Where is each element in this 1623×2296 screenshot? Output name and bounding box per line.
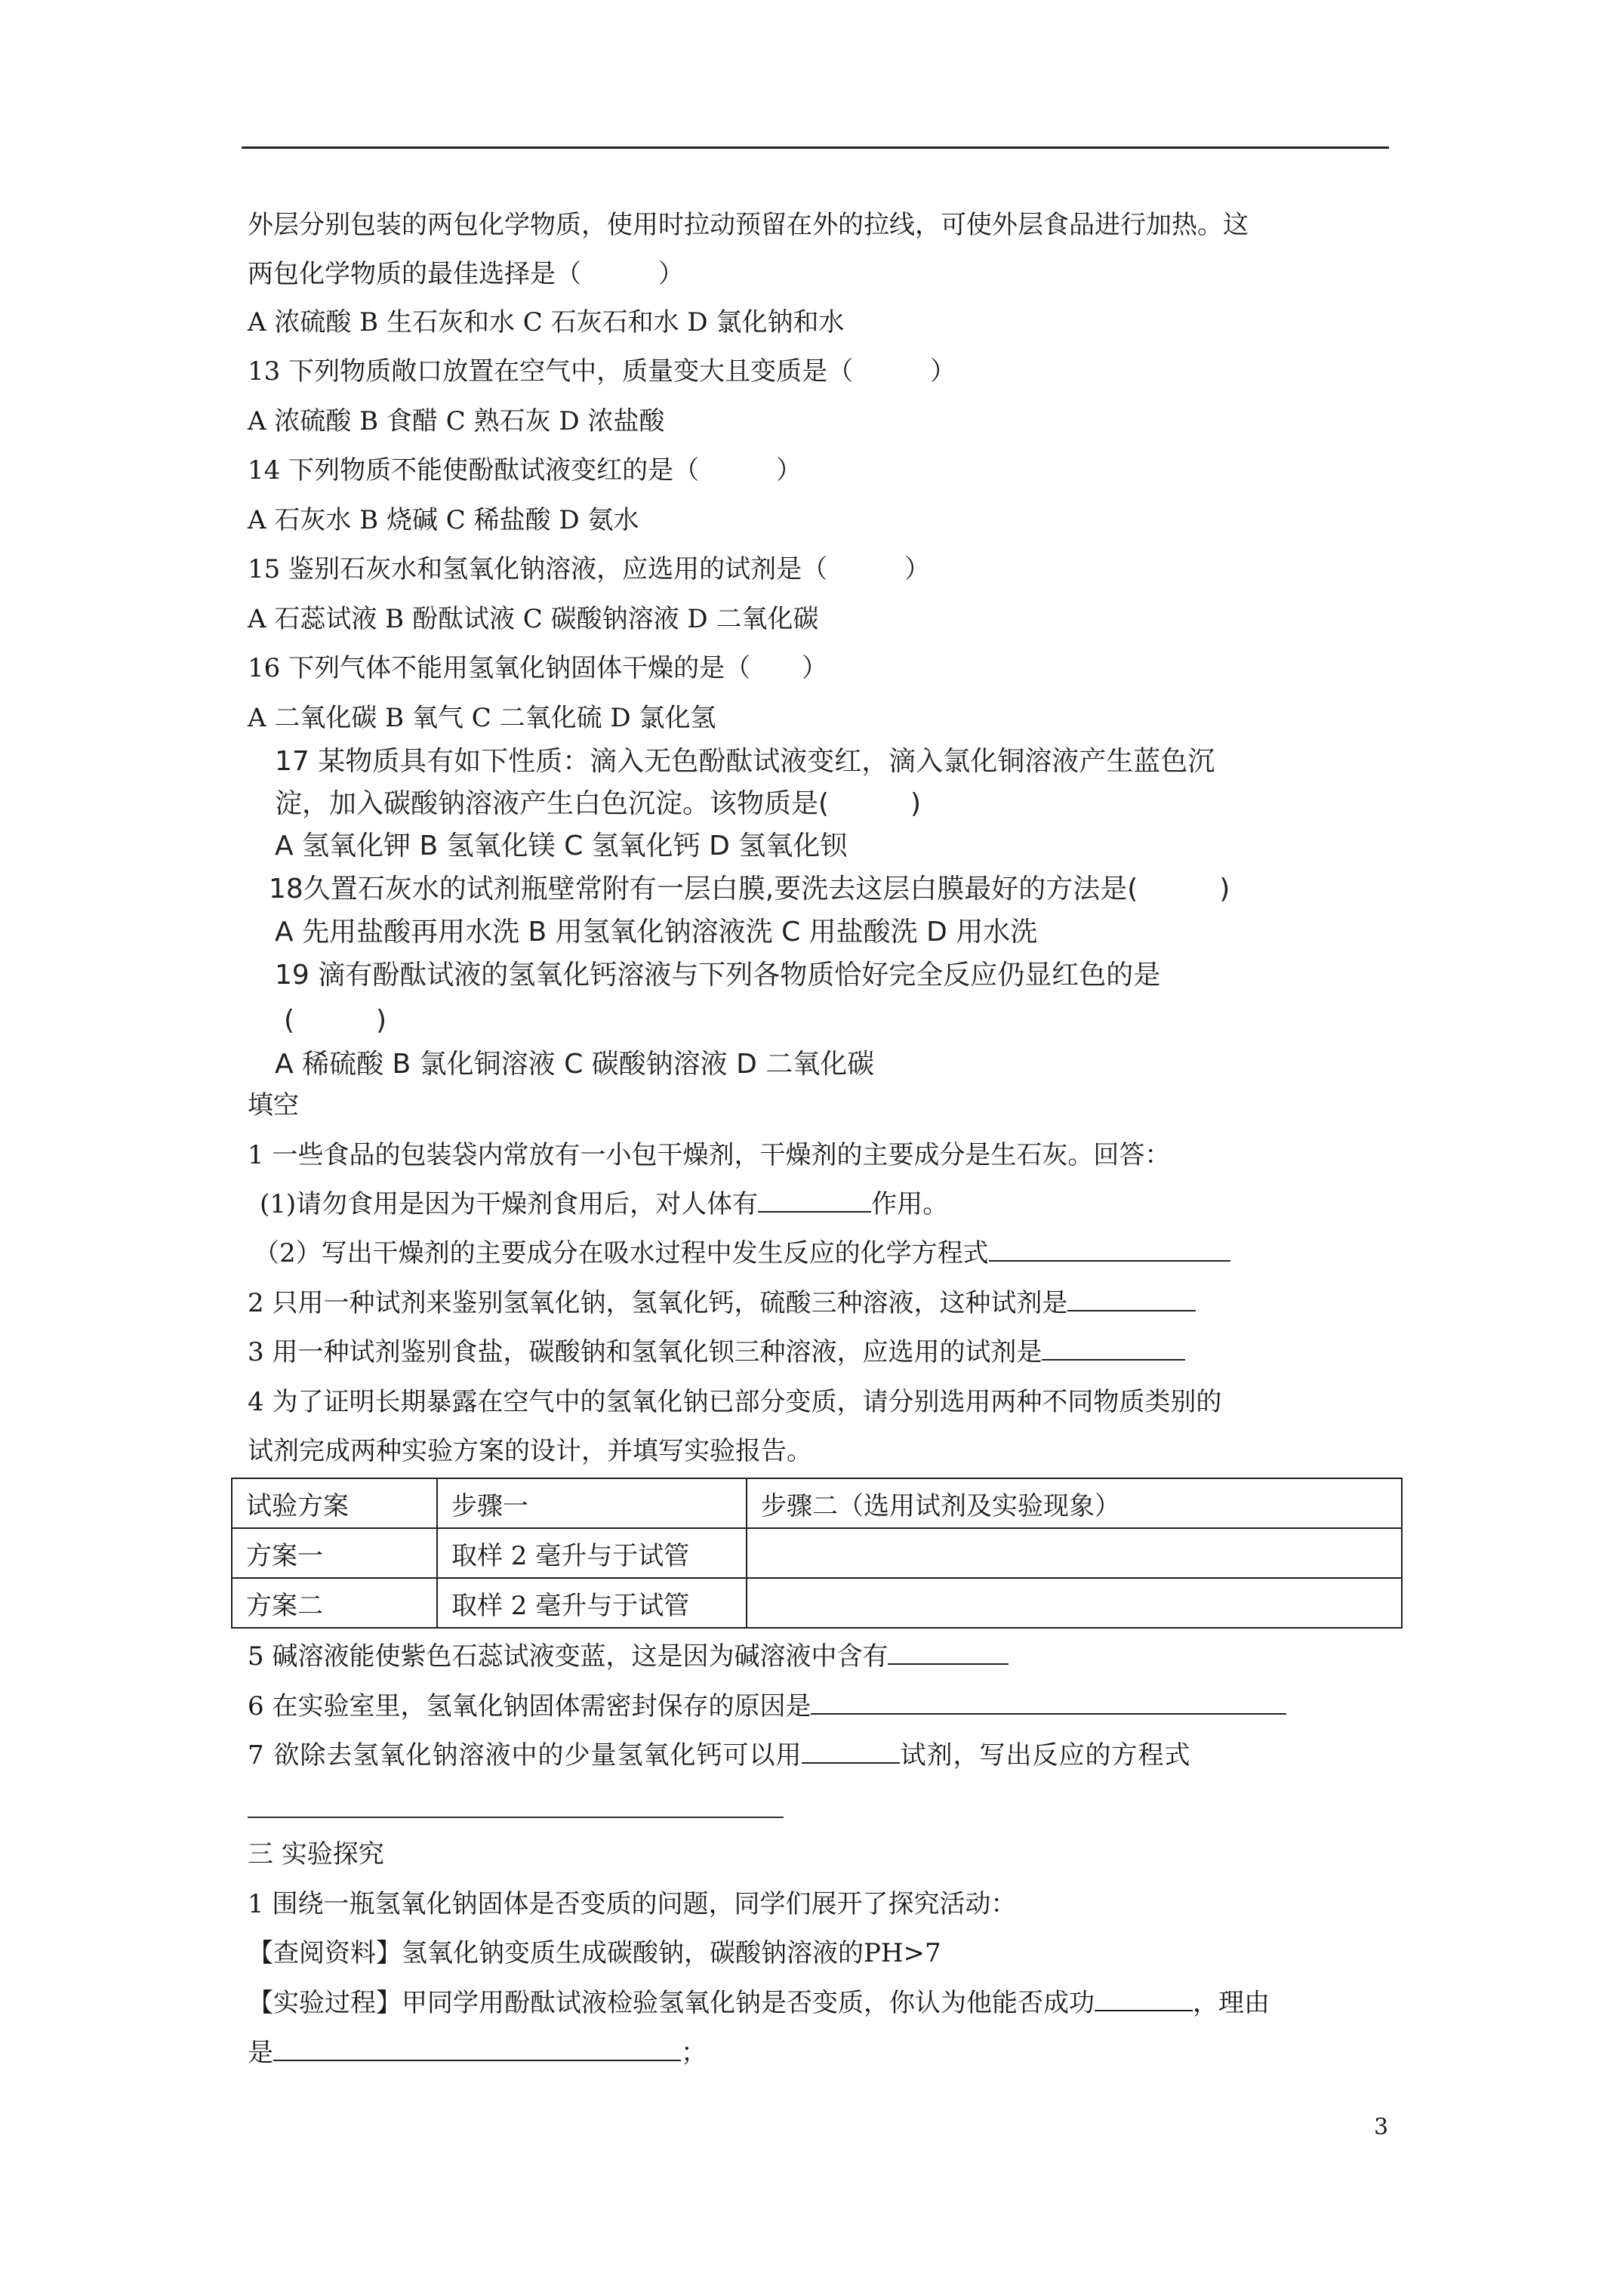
header-rule — [242, 146, 1389, 149]
q19-options: A 稀硫酸 B 氯化铜溶液 C 碳酸钠溶液 D 二氧化碳 — [275, 1049, 875, 1080]
answer-blank[interactable] — [811, 1690, 1286, 1715]
fill-q6-text: 6 在实验室里，氢氧化钠固体需密封保存的原因是 — [248, 1691, 812, 1721]
table-row — [232, 1528, 1402, 1578]
fill-q5-text: 5 碱溶液能使紫色石蕊试液变蓝，这是因为碱溶液中含有 — [248, 1641, 888, 1672]
fill-q2 — [248, 1287, 1196, 1320]
table-answer-cell[interactable] — [747, 1528, 1402, 1578]
fill-q1-part1 — [260, 1188, 948, 1221]
fill-q4-line1: 4 为了证明长期暴露在空气中的氢氧化钠已部分变质，请分别选用两种不同物质类别的 — [248, 1387, 1222, 1417]
fill-q7-tail: 试剂，写出反应的方程式 — [900, 1740, 1191, 1771]
answer-blank[interactable] — [1042, 1336, 1185, 1361]
q13-options: A 浓硫酸 B 食醋 C 熟石灰 D 浓盐酸 — [248, 406, 665, 436]
table-header-cell: 试验方案 — [232, 1478, 437, 1528]
fill-q7-text: 7 欲除去氢氧化钠溶液中的少量氢氧化钙可以用 — [248, 1740, 802, 1771]
exp-q1-stem: 1 围绕一瓶氢氧化钠固体是否变质的问题，同学们展开了探究活动： — [248, 1889, 1017, 1919]
answer-blank[interactable] — [758, 1188, 871, 1213]
exp-q1-reason-tail: ； — [681, 2038, 707, 2068]
q17-stem-line2: 淀，加入碳酸钠溶液产生白色沉淀。该物质是( ) — [275, 788, 922, 819]
answer-blank[interactable] — [1095, 1987, 1193, 2011]
q15-stem: 15 鉴别石灰水和氢氧化钠溶液，应选用的试剂是（ ） — [248, 554, 931, 584]
q16-options: A 二氧化碳 B 氧气 C 二氧化硫 D 氯化氢 — [248, 703, 716, 733]
table-cell: 取样 2 毫升与于试管 — [437, 1578, 747, 1628]
exp-q1-process — [248, 1986, 1270, 2020]
exp-q1-process-tail: ，理由 — [1193, 1988, 1270, 2018]
fill-q1-part2-text: （2）写出干燥剂的主要成分在吸水过程中发生反应的化学方程式 — [254, 1238, 989, 1268]
fill-q4-line2: 试剂完成两种实验方案的设计，并填写实验报告。 — [248, 1436, 812, 1466]
fill-q3-text: 3 用一种试剂鉴别食盐，碳酸钠和氢氧化钡三种溶液，应选用的试剂是 — [248, 1337, 1042, 1367]
fill-q2-text: 2 只用一种试剂来鉴别氢氧化钠，氢氧化钙，硫酸三种溶液，这种试剂是 — [248, 1288, 1068, 1318]
fill-q6 — [248, 1690, 1286, 1723]
exp-q1-reference: 【查阅资料】氢氧化钠变质生成碳酸钠，碳酸钠溶液的PH>7 — [248, 1938, 941, 1968]
exp-q1-process-text: 【实验过程】甲同学用酚酞试液检验氢氧化钠是否变质，你认为他能否成功 — [248, 1988, 1095, 2018]
q12-stem-line2: 两包化学物质的最佳选择是（ ） — [248, 259, 684, 289]
table-header-row — [232, 1478, 1402, 1528]
table-cell: 取样 2 毫升与于试管 — [437, 1528, 747, 1578]
q12-options: A 浓硫酸 B 生石灰和水 C 石灰石和水 D 氯化钠和水 — [248, 307, 845, 337]
fill-q3 — [248, 1336, 1185, 1369]
page-number: 3 — [1374, 2114, 1389, 2140]
fill-q1-part2 — [254, 1237, 1230, 1270]
table-header-cell: 步骤一 — [437, 1478, 747, 1528]
answer-blank[interactable] — [989, 1237, 1230, 1262]
q14-options: A 石灰水 B 烧碱 C 稀盐酸 D 氨水 — [248, 505, 639, 535]
fill-q1-part1-text: (1)请勿食用是因为干燥剂食用后，对人体有 — [260, 1189, 759, 1219]
q18-stem: 18久置石灰水的试剂瓶壁常附有一层白膜,要洗去这层白膜最好的方法是( ) — [269, 874, 1230, 905]
answer-blank[interactable] — [802, 1740, 900, 1764]
fill-q7 — [248, 1739, 1190, 1772]
answer-blank[interactable] — [273, 2037, 681, 2061]
experiment-report-table — [231, 1478, 1403, 1629]
table-cell: 方案二 — [232, 1578, 437, 1628]
exp-q1-reason — [248, 2036, 707, 2069]
q16-stem: 16 下列气体不能用氢氧化钠固体干燥的是（ ） — [248, 653, 828, 683]
fill-q1-part1-tail: 作用。 — [871, 1189, 949, 1219]
section-experiment-title: 三 实验探究 — [248, 1839, 384, 1869]
section-fill-blank-title: 填空 — [248, 1090, 299, 1120]
fill-q5 — [248, 1640, 1009, 1673]
q17-stem-line1: 17 某物质具有如下性质：滴入无色酚酞试液变红，滴入氯化铜溶液产生蓝色沉 — [275, 746, 1215, 777]
table-row — [232, 1578, 1402, 1628]
q14-stem: 14 下列物质不能使酚酞试液变红的是（ ） — [248, 455, 802, 485]
answer-blank[interactable] — [888, 1641, 1009, 1665]
answer-blank[interactable] — [1067, 1287, 1196, 1311]
q19-stem: 19 滴有酚酞试液的氢氧化钙溶液与下列各物质恰好完全反应仍显红色的是 — [275, 960, 1161, 991]
q19-paren: ( ) — [284, 1005, 387, 1036]
q12-stem-line1: 外层分别包装的两包化学物质，使用时拉动预留在外的拉线，可使外层食品进行加热。这 — [248, 210, 1249, 240]
q15-options: A 石蕊试液 B 酚酞试液 C 碳酸钠溶液 D 二氧化碳 — [248, 604, 819, 634]
q13-stem: 13 下列物质敞口放置在空气中，质量变大且变质是（ ） — [248, 356, 956, 387]
table-cell: 方案一 — [232, 1528, 437, 1578]
q17-options: A 氢氧化钾 B 氢氧化镁 C 氢氧化钙 D 氢氧化钡 — [275, 831, 848, 861]
exp-q1-reason-text: 是 — [248, 2038, 273, 2068]
q18-options: A 先用盐酸再用水洗 B 用氢氧化钠溶液洗 C 用盐酸洗 D 用水洗 — [275, 917, 1038, 948]
table-answer-cell[interactable] — [747, 1578, 1402, 1628]
table-header-cell: 步骤二（选用试剂及实验现象） — [747, 1478, 1402, 1528]
fill-q1-stem: 1 一些食品的包装袋内常放有一小包干燥剂，干燥剂的主要成分是生石灰。回答： — [248, 1140, 1171, 1170]
equation-answer-line[interactable] — [248, 1817, 784, 1818]
